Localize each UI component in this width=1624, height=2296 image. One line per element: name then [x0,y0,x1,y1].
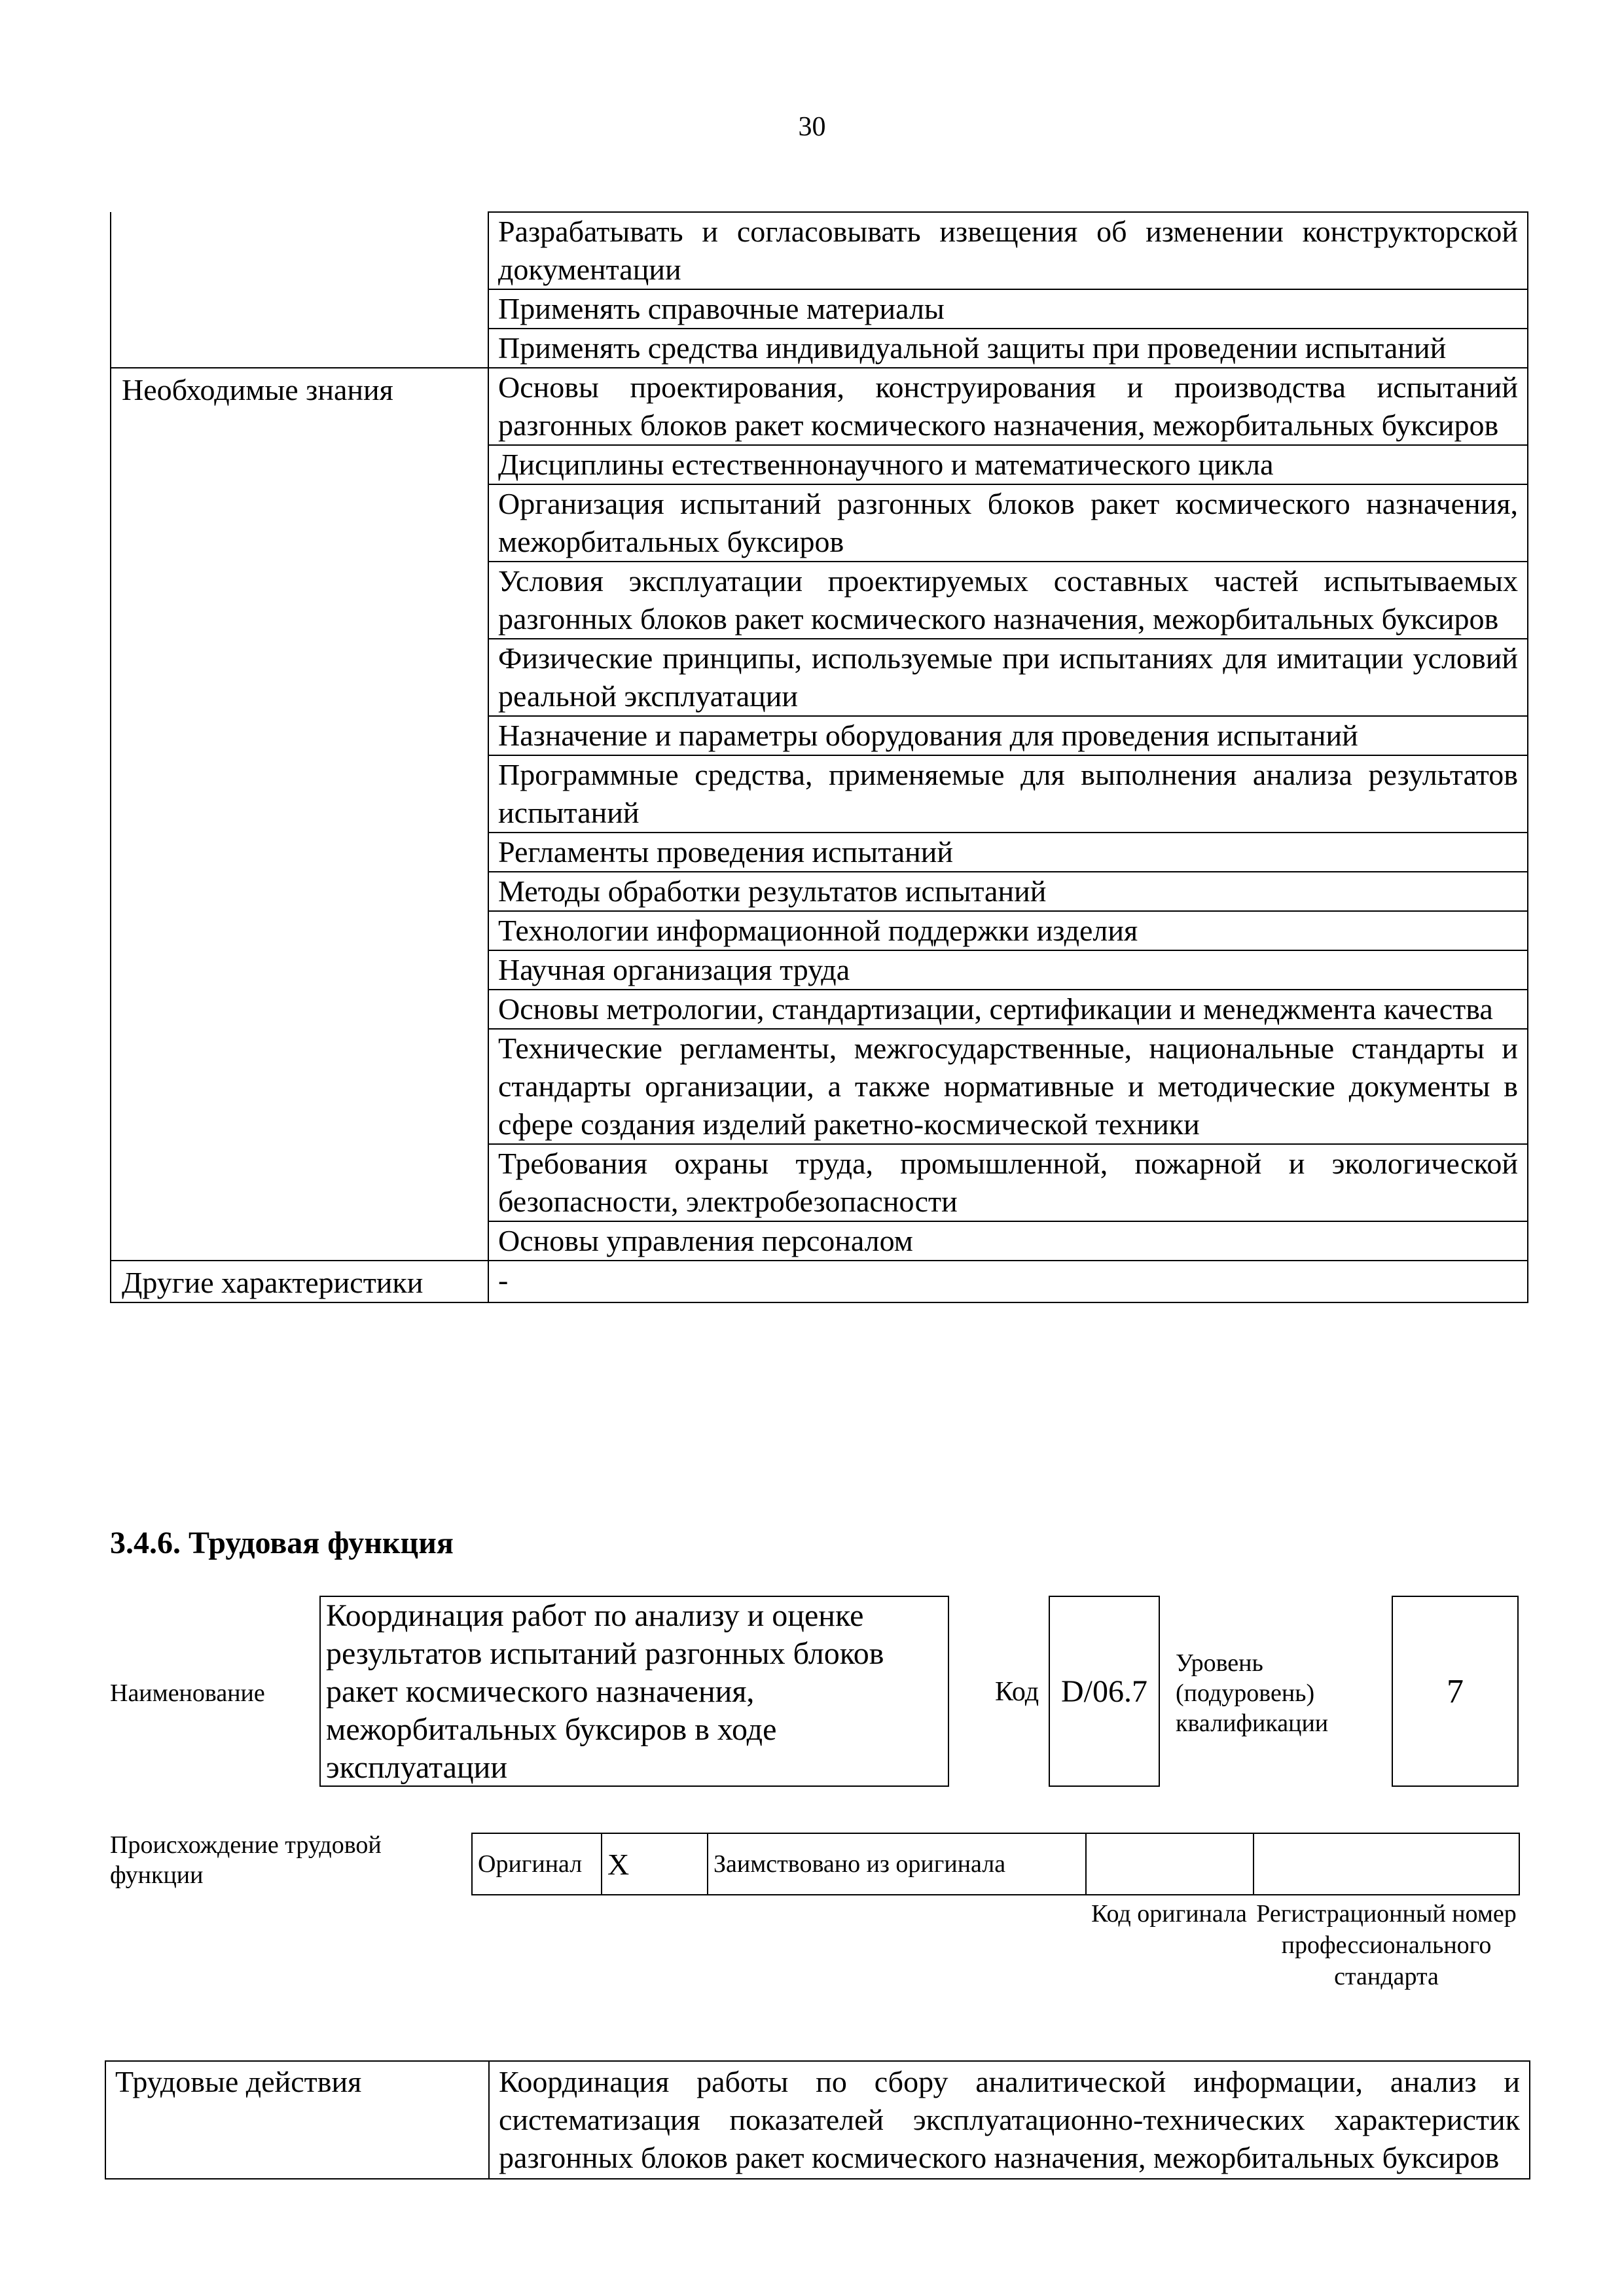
origin-table [471,1833,1520,1895]
skill-row: Применять средства индивидуальной защиты при проведении испытаний [488,329,1528,368]
origin-code-cell [1086,1833,1254,1895]
other-value: - [488,1261,1528,1302]
knowledge-row: Основы проектирования, конструирования и производства испытаний разгонных блоков ракет космического назначения, межорбитальных буксиров [488,368,1528,445]
knowledge-row: Методы обработки результатов испытаний [488,872,1528,911]
actions-table [105,2060,1530,2179]
page-number: 30 [798,112,826,142]
code-value: D/06.7 [1049,1596,1160,1787]
knowledge-row: Физические принципы, используемые при испытаниях для имитации условий реальной эксплуатации [488,639,1528,716]
skill-row: Разрабатывать и согласовывать извещения об изменении конструкторской документации [488,212,1528,289]
actions-label: Трудовые действия [105,2061,489,2179]
origin-original: Оригинал [472,1833,602,1895]
knowledge-row: Технологии информационной поддержки изделия [488,911,1528,950]
knowledge-row: Основы метрологии, стандартизации, сертификации и менеджмента качества [488,990,1528,1029]
knowledge-row: Требования охраны труда, промышленной, пожарной и экологической безопасности, электробезопасности [488,1144,1528,1221]
knowledge-row: Технические регламенты, межгосударственные, национальные стандарты и стандарты организации, а также нормативные и методические документы в сфере создания изделий ракетно-космической техники [488,1029,1528,1144]
section-heading: 3.4.6. Трудовая функция [110,1526,454,1560]
code-label: Код [995,1677,1039,1707]
level-value: 7 [1392,1596,1519,1787]
function-name: Координация работ по анализу и оценке результатов испытаний разгонных блоков ракет космического назначения, межорбитальных буксиров в ходе эксплуатации [319,1596,949,1787]
knowledge-row: Научная организация труда [488,950,1528,990]
requirements-table [110,211,1528,1303]
knowledge-row: Организация испытаний разгонных блоков ракет космического назначения, межорбитальных буксиров [488,484,1528,562]
origin-mark: X [602,1833,708,1895]
origin-label: Происхождение трудовой функции [110,1831,382,1889]
knowledge-label: Необходимые знания [111,368,488,1261]
knowledge-row: Назначение и параметры оборудования для проведения испытаний [488,716,1528,755]
origin-borrowed: Заимствовано из оригинала [708,1833,1086,1895]
actions-value: Координация работы по сбору аналитической информации, анализ и систематизация показателей эксплуатационно-технических характеристик разгонных блоков ракет космического назначения, межорбитальных буксиров [489,2061,1530,2179]
origin-reg-caption: Регистрационный номер профессионального стандарта [1256,1900,1517,1990]
knowledge-row: Программные средства, применяемые для выполнения анализа результатов испытаний [488,755,1528,833]
level-label: Уровень (подуровень) квалификации [1176,1649,1329,1737]
name-label: Наименование [110,1679,265,1707]
knowledge-row: Основы управления персоналом [488,1221,1528,1261]
knowledge-row: Условия эксплуатации проектируемых составных частей испытываемых разгонных блоков ракет космического назначения, межорбитальных буксиров [488,562,1528,639]
origin-code-caption: Код оригинала [1091,1900,1247,1928]
origin-reg-cell [1254,1833,1519,1895]
skill-row: Применять справочные материалы [488,289,1528,329]
knowledge-row: Регламенты проведения испытаний [488,833,1528,872]
knowledge-row: Дисциплины естественнонаучного и математического цикла [488,445,1528,484]
other-label: Другие характеристики [111,1261,488,1302]
